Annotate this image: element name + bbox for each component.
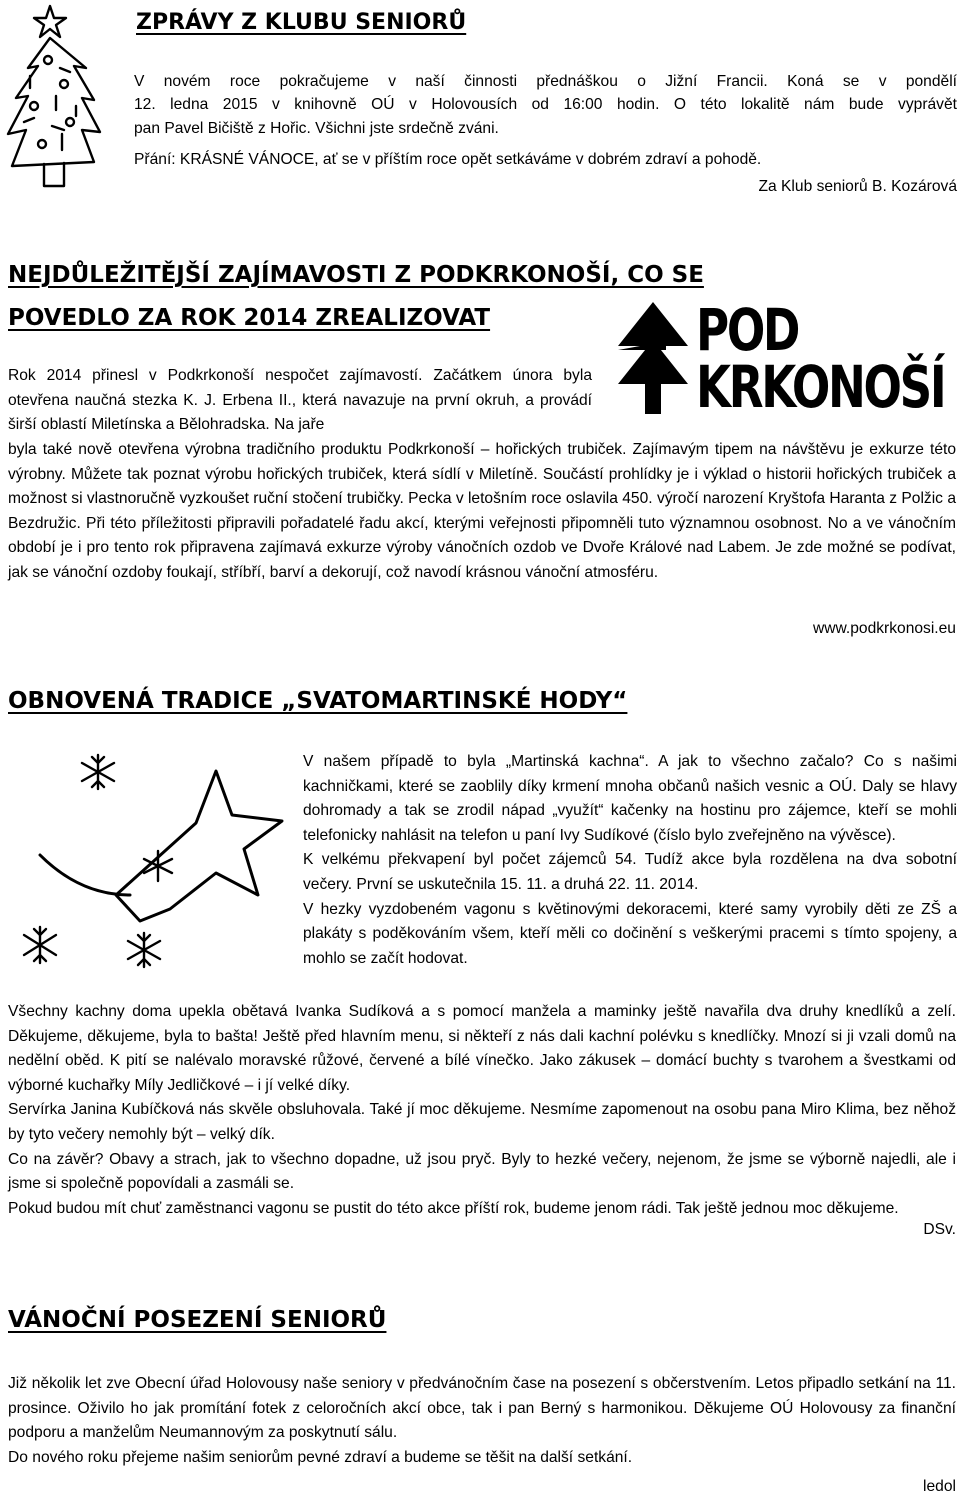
christmas-tree-icon — [4, 2, 114, 188]
posezeni-text — [8, 1372, 956, 1496]
club-intro — [134, 70, 957, 196]
posezeni-closing: Do nového roku přejeme našim seniorům pevné zdraví a budeme se těšit na další setkání. — [8, 1448, 633, 1466]
club-intro-line: Přání: KRÁSNÉ VÁNOCE, ať se v příštím roce opět setkáváme v dobrém zdraví a pohodě. — [134, 151, 762, 169]
hody-paragraph: V hezky vyzdobeném vagonu s květinovými dekoracemi, které samy vyrobily děti ze ZŠ a plakáty s poděkováním všem, kteří měli co dočinění s veškerými pracemi s tímto spojeny, a mohlo se začít hodovat. — [303, 900, 957, 967]
posezeni-paragraph: Již několik let zve Obecní úřad Holovousy naše seniory v předvánočním čase na posezení s občerstvením. Letos připadlo setkání na 11. prosince. Oživilo ho jak promítání fotek z celoročních akcí obce, tak i pan Berný s harmonikou. Děkujeme OÚ Holovousy za finanční podporu a manželům Neumannovým za poskytnutí sálu. — [8, 1375, 956, 1442]
section-heading-podkrkonosi-line2: POVEDLO ZA ROK 2014 ZREALIZOVAT — [8, 305, 491, 331]
hody-paragraph: Všechny kachny doma upekla obětavá Ivanka Sudíková a s pomocí manžela a maminky ještě navařila dva druhy knedlíků a zelí. Děkujeme, děkujeme, byla to bašta! Ještě před hlavním menu, si někteří z nás dali kachní polévku s knedlíčky. Mnozí si ji vzali domů na nedělní oběd. K pití se nalévalo moravské růžové, červené a bílé vínečko. Jako zákusek – domácí buchty s tvarohem a švestkami od výborné kuchařky Míly Jedličkové – i jí velké díky. — [8, 1003, 956, 1094]
hody-paragraph: Pokud budou mít chuť zaměstnanci vagonu se pustit do této akce příští rok, budeme jenom rádi. Tak ještě jednou moc děkujeme. — [8, 1199, 899, 1217]
hody-paragraph: V našem případě to byla „Martinská kachna“. A jak to všechno začalo? Co s našimi kachničkami, které se zaoblily díky krmení mnoha občanů našich vesnic a OÚ. Daly se hlavy dohromady a tak se zrodil nápad „využít“ kačenky na hostinu pro zájemce, kteří se mohli telefonicky nahlásit na telefon u paní Ivy Sudíkové (číslo bylo zveřejněno na vývěsce). — [303, 753, 957, 844]
club-signature: Za Klub seniorů B. Kozárová — [758, 177, 957, 195]
section-heading-podkrkonosi-line1: NEJDŮLEŽITĚJŠÍ ZAJÍMAVOSTI Z PODKRKONOŠÍ, CO SE — [8, 262, 704, 288]
arrow-tree-icon — [614, 302, 692, 416]
section-heading-club: ZPRÁVY Z KLUBU SENIORŮ — [136, 10, 467, 35]
snowflake-icon — [82, 755, 114, 789]
posezeni-signature: ledol — [923, 1478, 956, 1496]
podkrkonosi-text-beside-logo: Rok 2014 přinesl v Podkrkonoší nespočet zajímavostí. Začátkem února byla otevřena naučná stezka K. J. Erbena II., která navazuje na první okruh, a provádí širší oblastí Miletínska a Bělohradska. Na jaře — [8, 367, 592, 434]
hody-paragraph: K velkému překvapení byl počet zájemců 54. Tudíž akce byla rozdělena na dva sobotní večery. První se uskutečnila 15. 11. a druhá 22. 11. 2014. — [303, 851, 957, 893]
club-intro-line: 12. ledna 2015 v knihovně OÚ v Holovousích od 16:00 hodin. O této lokalitě nám bude vyprávět — [134, 96, 957, 114]
logo-text-pod: POD — [696, 296, 799, 364]
club-intro-line: pan Pavel Bičiště z Hořic. Všichni jste srdečně zváni. — [134, 119, 499, 137]
logo-text-krkonosi: KRKONOŠÍ — [696, 353, 945, 421]
hody-text-full — [8, 1000, 956, 1239]
podkrkonosi-website: www.podkrkonosi.eu — [812, 620, 956, 637]
comet-star-icon — [20, 745, 292, 993]
podkrkonosi-text: byla také nově otevřena výrobna tradičního produktu Podkrkonoší – hořických trubiček. Zajímavým tipem na návštěvu je exkurze této výrobny. Můžete tak poznat výrobu hořických trubiček, která sídlí v Miletíně. Součástí prohlídky je i výklad o historii hořických trubiček a možnost si vlastnoručně vyzkoušet ruční stočení trubičky. Pecka v letošním roce oslavila 450. výročí narození Kryštofa Haranta z Polžic a Bezdružic. Při této příležitosti připravili pořadatelé řadu akcí, kterými veřejnosti připomněli tuto významnou osobnost. No a ve vánočním období je i pro tento rok připravena zajímavá exkurze výroby vánočních ozdob ve Dvoře Králové nad Labem. Je zde možné se podívat, jak se vánoční ozdoby foukají, stříbří, barví a dekorují, což navodí krásnou vánoční atmosféru. — [8, 441, 956, 581]
section-heading-posezeni: VÁNOČNÍ POSEZENÍ SENIORŮ — [8, 1307, 387, 1333]
hody-signature: DSv. — [923, 1221, 956, 1239]
podkrkonosi-logo — [614, 296, 950, 421]
snowflake-icon — [128, 933, 160, 967]
section-heading-hody: OBNOVENÁ TRADICE „SVATOMARTINSKÉ HODY“ — [8, 688, 628, 714]
club-intro-line: V novém roce pokračujeme v naší činnosti přednáškou o Jižní Francii. Koná se v pondělí — [134, 73, 957, 90]
hody-paragraph: Servírka Janina Kubíčková nás skvěle obsluhovala. Také jí moc děkujeme. Nesmíme zapomenout na osobu pana Miro Klima, bez něhož by tyto večery nemohly být – velký dík. — [8, 1101, 956, 1143]
snowflake-icon — [24, 927, 56, 963]
hody-paragraph: Co na závěr? Obavy a strach, jak to všechno dopadne, už jsou pryč. Byly to hezké večery, nejenom, že jsme se výborně najedli, ale i jsme si společně popovídali a zasmáli se. — [8, 1150, 956, 1193]
hody-text-beside-illustration — [303, 750, 957, 971]
